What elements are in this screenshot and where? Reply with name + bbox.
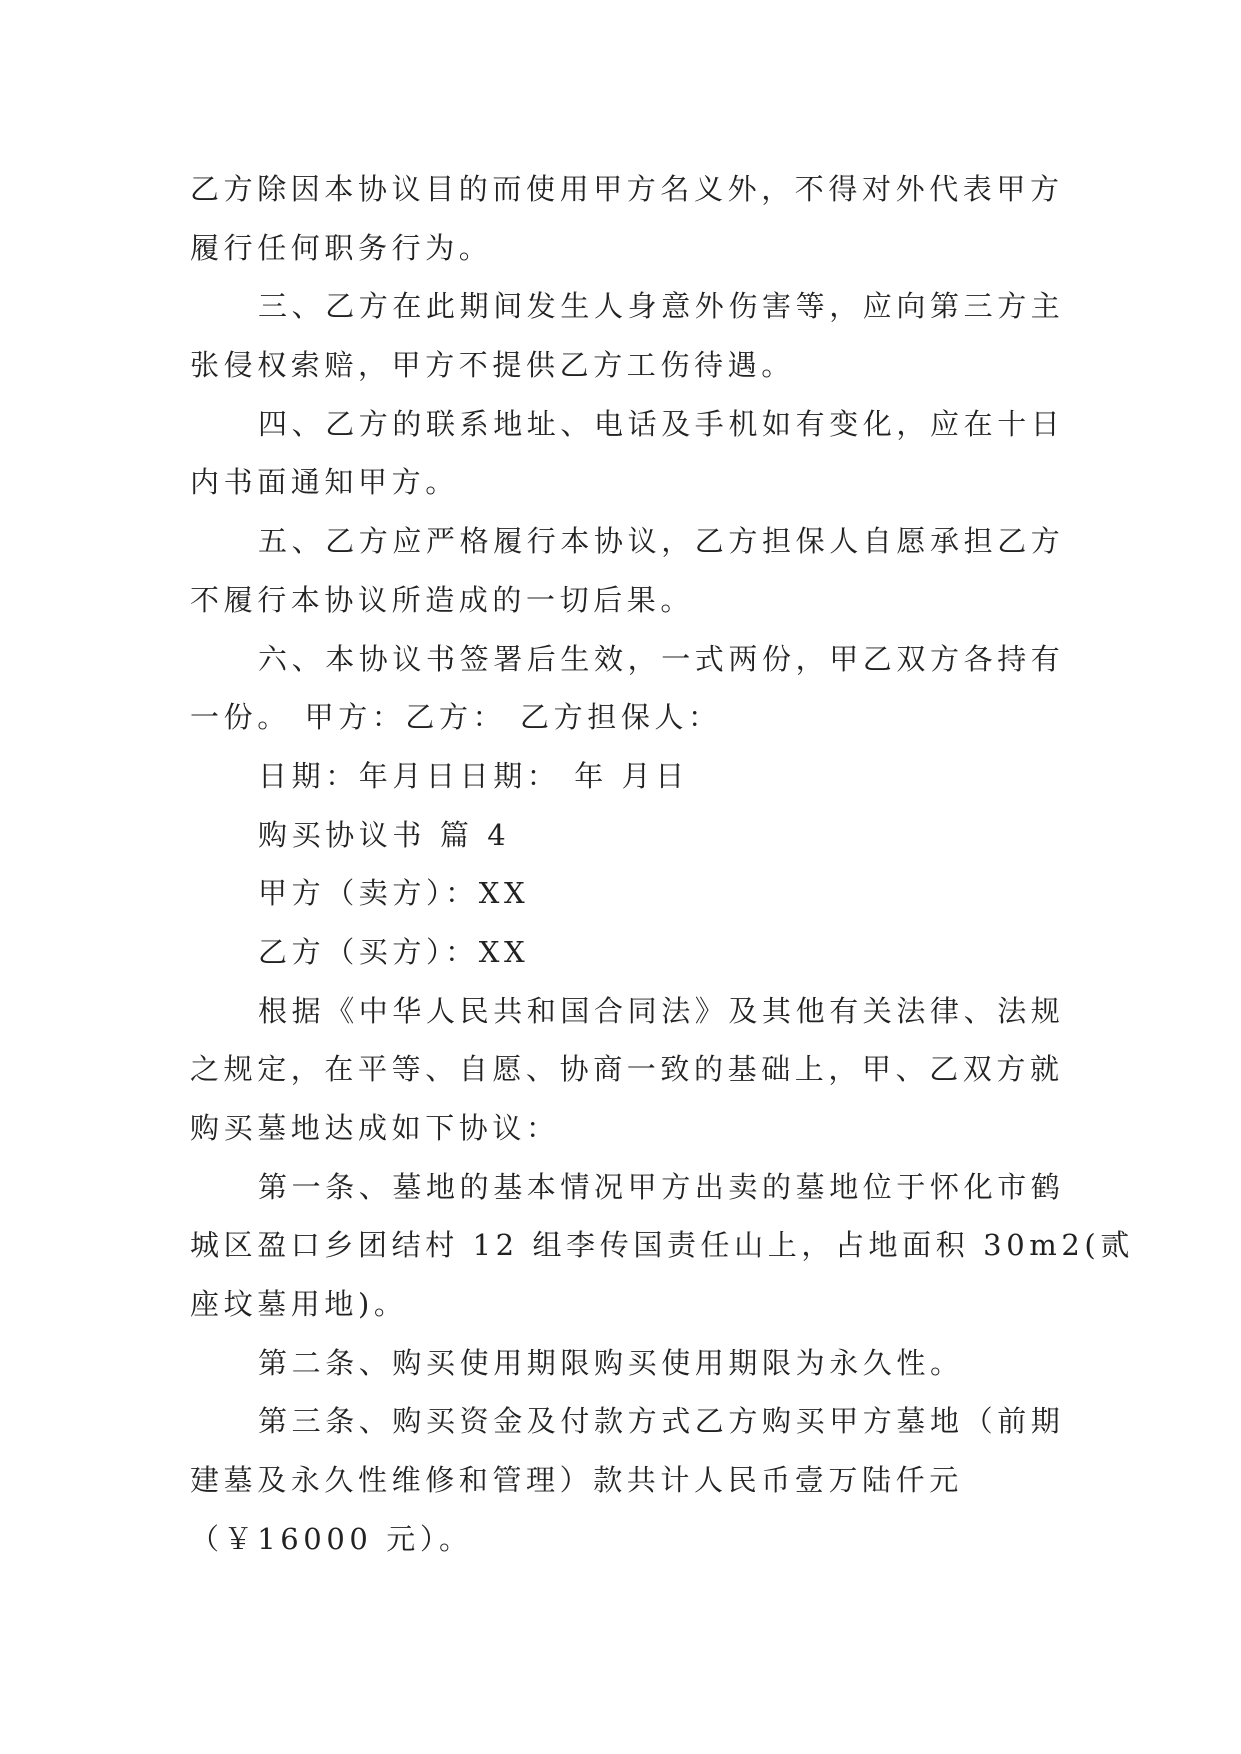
document-body xyxy=(190,160,1134,1569)
text-line: 三、乙方在此期间发生人身意外伤害等，应向第三方主 xyxy=(258,289,1065,324)
text-line: 乙方（买方）：XX xyxy=(258,934,530,969)
text-line: 第一条、墓地的基本情况甲方出卖的墓地位于怀化市鹤 xyxy=(258,1169,1065,1204)
text-line: 第三条、购买资金及付款方式乙方购买甲方墓地（前期 xyxy=(258,1404,1065,1439)
text-line: 内书面通知甲方。 xyxy=(190,465,459,500)
text-line: （￥16000 元）。 xyxy=(190,1521,473,1556)
text-line: 五、乙方应严格履行本协议，乙方担保人自愿承担乙方 xyxy=(258,524,1065,559)
text-line: 张侵权索赔，甲方不提供乙方工伤待遇。 xyxy=(190,348,795,383)
text-line: 城区盈口乡团结村 12 组李传国责任山上，占地面积 30m2(贰 xyxy=(190,1228,1134,1263)
text-line: 购买墓地达成如下协议： xyxy=(190,1111,560,1145)
text-line: 四、乙方的联系地址、电话及手机如有变化，应在十日 xyxy=(258,406,1065,441)
text-line: 六、本协议书签署后生效，一式两份，甲乙双方各持有 xyxy=(258,641,1065,676)
text-line: 履行任何职务行为。 xyxy=(190,230,493,265)
text-line: 座坟墓用地)。 xyxy=(190,1287,408,1322)
text-line: 第二条、购买使用期限购买使用期限为永久性。 xyxy=(258,1345,964,1380)
text-line: 一份。 甲方：乙方： 乙方担保人： xyxy=(190,700,722,735)
text-line: 之规定，在平等、自愿、协商一致的基础上，甲、乙双方就 xyxy=(190,1052,1064,1087)
text-line: 根据《中华人民共和国合同法》及其他有关法律、法规 xyxy=(258,993,1065,1028)
text-line: 建墓及永久性维修和管理）款共计人民币壹万陆仟元 xyxy=(190,1463,963,1498)
text-line: 甲方（卖方）：XX xyxy=(258,876,530,911)
text-line: 不履行本协议所造成的一切后果。 xyxy=(190,582,695,617)
section-heading: 购买协议书 篇 4 xyxy=(258,817,511,852)
text-line: 乙方除因本协议目的而使用甲方名义外，不得对外代表甲方 xyxy=(190,172,1064,206)
text-line: 日期：年月日日期： 年 月日 xyxy=(258,758,689,793)
